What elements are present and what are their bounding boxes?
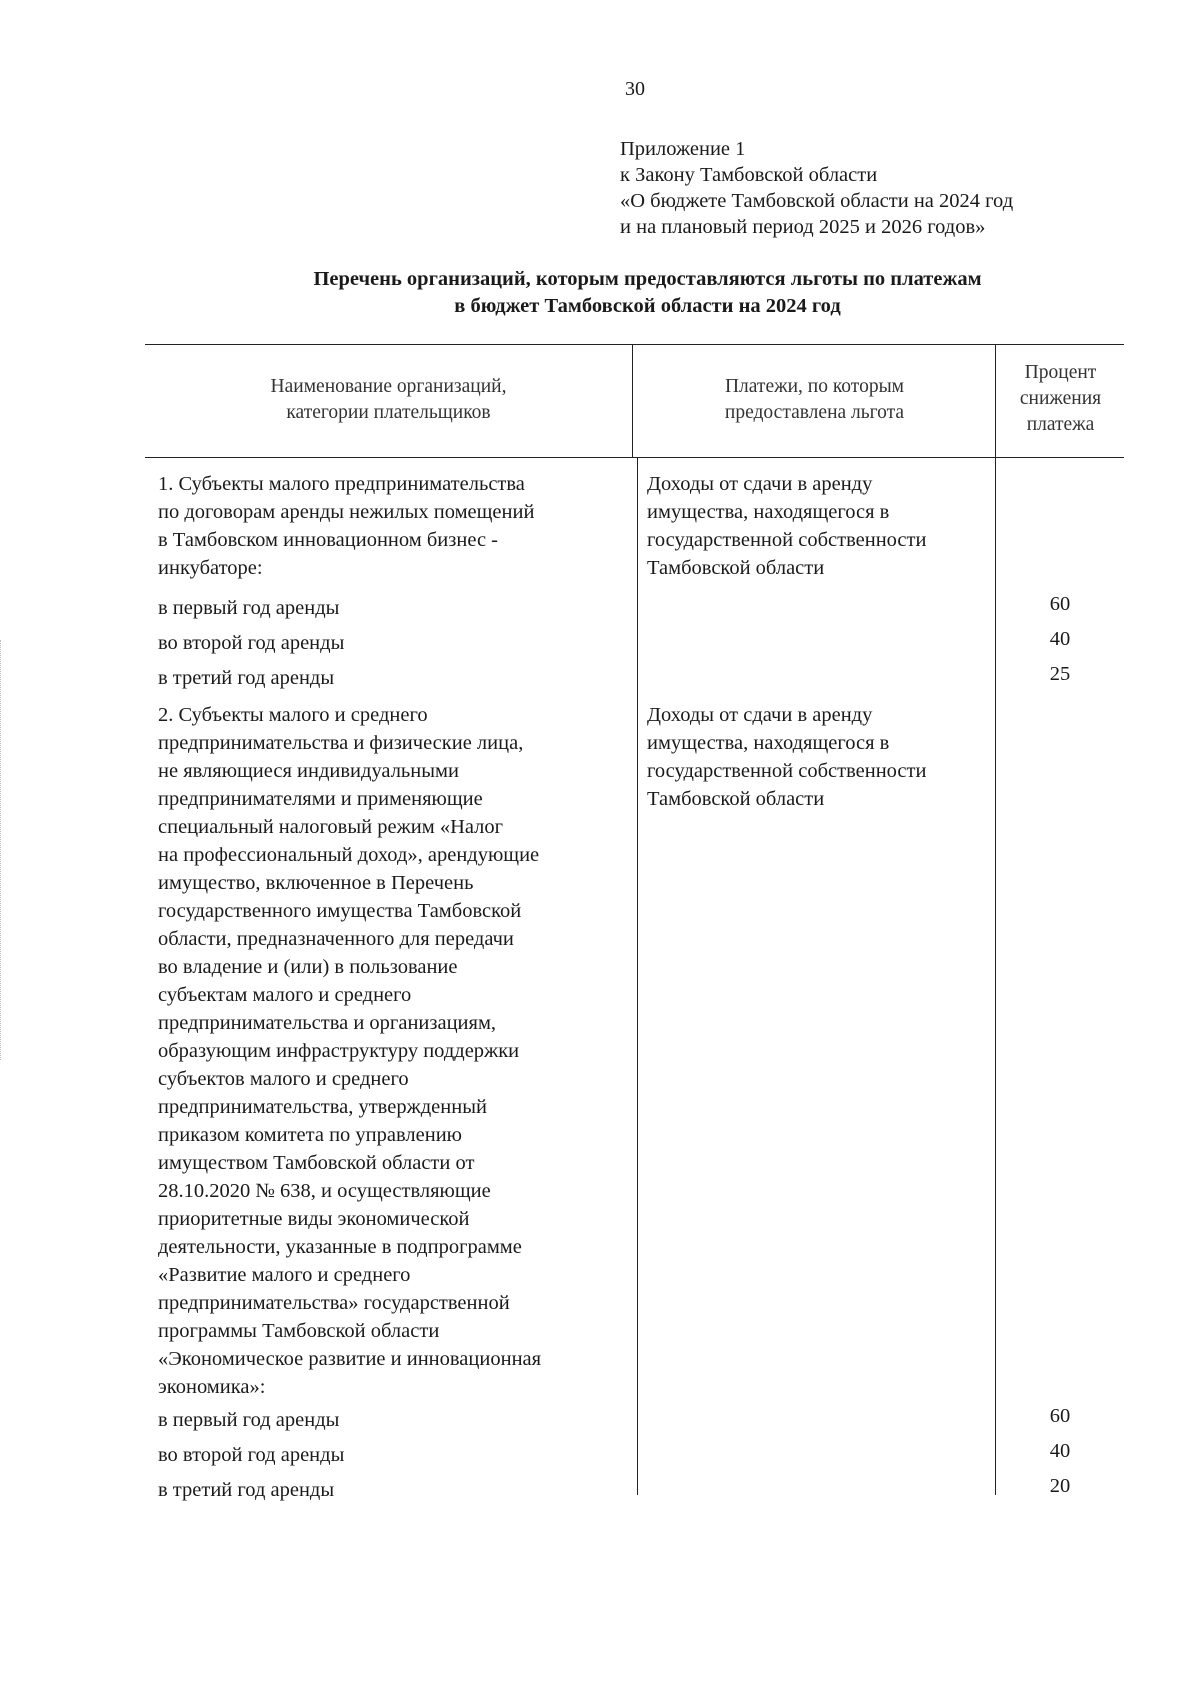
row-2-payment xyxy=(647,701,926,813)
row-1-year-3-label: в третий год аренды xyxy=(158,667,335,689)
row-1-year-2-percent: 40 xyxy=(1049,628,1071,650)
organization-text: предпринимателями и применяющие xyxy=(158,788,483,810)
header-text: Наименование организаций, xyxy=(270,376,507,397)
body-col-divider xyxy=(995,457,996,1495)
organization-text: области, предназначенного для передачи xyxy=(158,928,514,950)
payment-text: государственной собственности xyxy=(647,529,927,551)
organization-text: предпринимательства и организациям, xyxy=(158,1012,497,1034)
organization-text: приоритетные виды экономической xyxy=(158,1208,470,1230)
header-payments xyxy=(634,374,995,426)
header-col-divider xyxy=(995,344,996,458)
organization-text: деятельности, указанные в подпрограмме xyxy=(158,1236,522,1258)
organization-text: субъектам малого и среднего xyxy=(158,984,412,1006)
table-top-rule xyxy=(145,344,1124,345)
row-2-year-3-percent: 20 xyxy=(1049,1475,1071,1497)
payment-text: Доходы от сдачи в аренду xyxy=(647,704,873,726)
title-line: Перечень организаций, которым предоставляются льготы по платежам xyxy=(313,268,982,290)
table-header-rule xyxy=(145,457,1124,458)
appendix-line: к Закону Тамбовской области xyxy=(620,164,878,186)
appendix-note xyxy=(620,136,1013,240)
scan-edge-artifact xyxy=(0,640,6,1060)
header-organizations xyxy=(145,374,632,426)
organization-text: во владение и (или) в пользование xyxy=(158,956,458,978)
organization-text: в Тамбовском инновационном бизнес - xyxy=(158,529,498,551)
row-1-organization xyxy=(158,470,534,582)
header-text: снижения xyxy=(1019,388,1102,409)
organization-text: 2. Субъекты малого и среднего xyxy=(158,704,428,726)
row-2-organization xyxy=(158,701,541,1401)
row-2-year-1-percent: 60 xyxy=(1049,1405,1071,1427)
payment-text: имущества, находящегося в xyxy=(647,501,890,523)
row-1-year-1-label: в первый год аренды xyxy=(158,597,340,619)
organization-text: на профессиональный доход», арендующие xyxy=(158,844,540,866)
organization-text: предпринимательства, утвержденный xyxy=(158,1096,487,1118)
header-text: Платежи, по которым xyxy=(724,376,905,397)
row-1-year-1-percent: 60 xyxy=(1049,593,1071,615)
row-2-year-2-label: во второй год аренды xyxy=(158,1444,345,1466)
organization-text: специальный налоговый режим «Налог xyxy=(158,816,504,838)
row-2-year-2-percent: 40 xyxy=(1049,1440,1071,1462)
organization-text: «Экономическое развитие и инновационная xyxy=(158,1348,542,1370)
organization-text: экономика»: xyxy=(158,1376,266,1398)
payment-text: Доходы от сдачи в аренду xyxy=(647,473,873,495)
organization-text: имущество, включенное в Перечень xyxy=(158,872,474,894)
body-col-divider xyxy=(637,457,638,1495)
organization-text: образующим инфраструктуру поддержки xyxy=(158,1040,520,1062)
organization-text: по договорам аренды нежилых помещений xyxy=(158,501,535,523)
payment-text: государственной собственности xyxy=(647,760,927,782)
row-2-year-3-label: в третий год аренды xyxy=(158,1479,335,1501)
header-text: категории плательщиков xyxy=(286,402,491,423)
organization-text: предпринимательства» государственной xyxy=(158,1292,510,1314)
header-text: платежа xyxy=(1026,414,1095,435)
header-col-divider xyxy=(632,344,633,458)
organization-text: программы Тамбовской области xyxy=(158,1320,440,1342)
payment-text: Тамбовской области xyxy=(647,557,825,579)
organization-text: государственного имущества Тамбовской xyxy=(158,900,522,922)
appendix-line: Приложение 1 xyxy=(620,138,746,160)
row-2-year-1-label: в первый год аренды xyxy=(158,1409,340,1431)
organization-text: субъектов малого и среднего xyxy=(158,1068,409,1090)
header-text: предоставлена льгота xyxy=(724,402,905,423)
organization-text: приказом комитета по управлению xyxy=(158,1124,462,1146)
row-1-year-2-label: во второй год аренды xyxy=(158,632,345,654)
row-1-payment xyxy=(647,470,926,582)
organization-text: «Развитие малого и среднего xyxy=(158,1264,411,1286)
organization-text: 28.10.2020 № 638, и осуществляющие xyxy=(158,1180,491,1202)
appendix-line: и на плановый период 2025 и 2026 годов» xyxy=(620,216,986,238)
title-line: в бюджет Тамбовской области на 2024 год xyxy=(454,295,841,317)
appendix-line: «О бюджете Тамбовской области на 2024 год xyxy=(620,190,1014,212)
header-text: Процент xyxy=(1024,362,1097,383)
payment-text: имущества, находящегося в xyxy=(647,732,890,754)
organization-text: 1. Субъекты малого предпринимательства xyxy=(158,473,525,495)
organization-text: имуществом Тамбовской области от xyxy=(158,1152,475,1174)
page-number: 30 xyxy=(625,78,645,100)
row-1-year-3-percent: 25 xyxy=(1049,663,1071,685)
document-title xyxy=(145,266,1150,320)
header-percent xyxy=(997,360,1124,438)
organization-text: не являющиеся индивидуальными xyxy=(158,760,459,782)
organization-text: предпринимательства и физические лица, xyxy=(158,732,524,754)
payment-text: Тамбовской области xyxy=(647,788,825,810)
organization-text: инкубаторе: xyxy=(158,557,263,579)
